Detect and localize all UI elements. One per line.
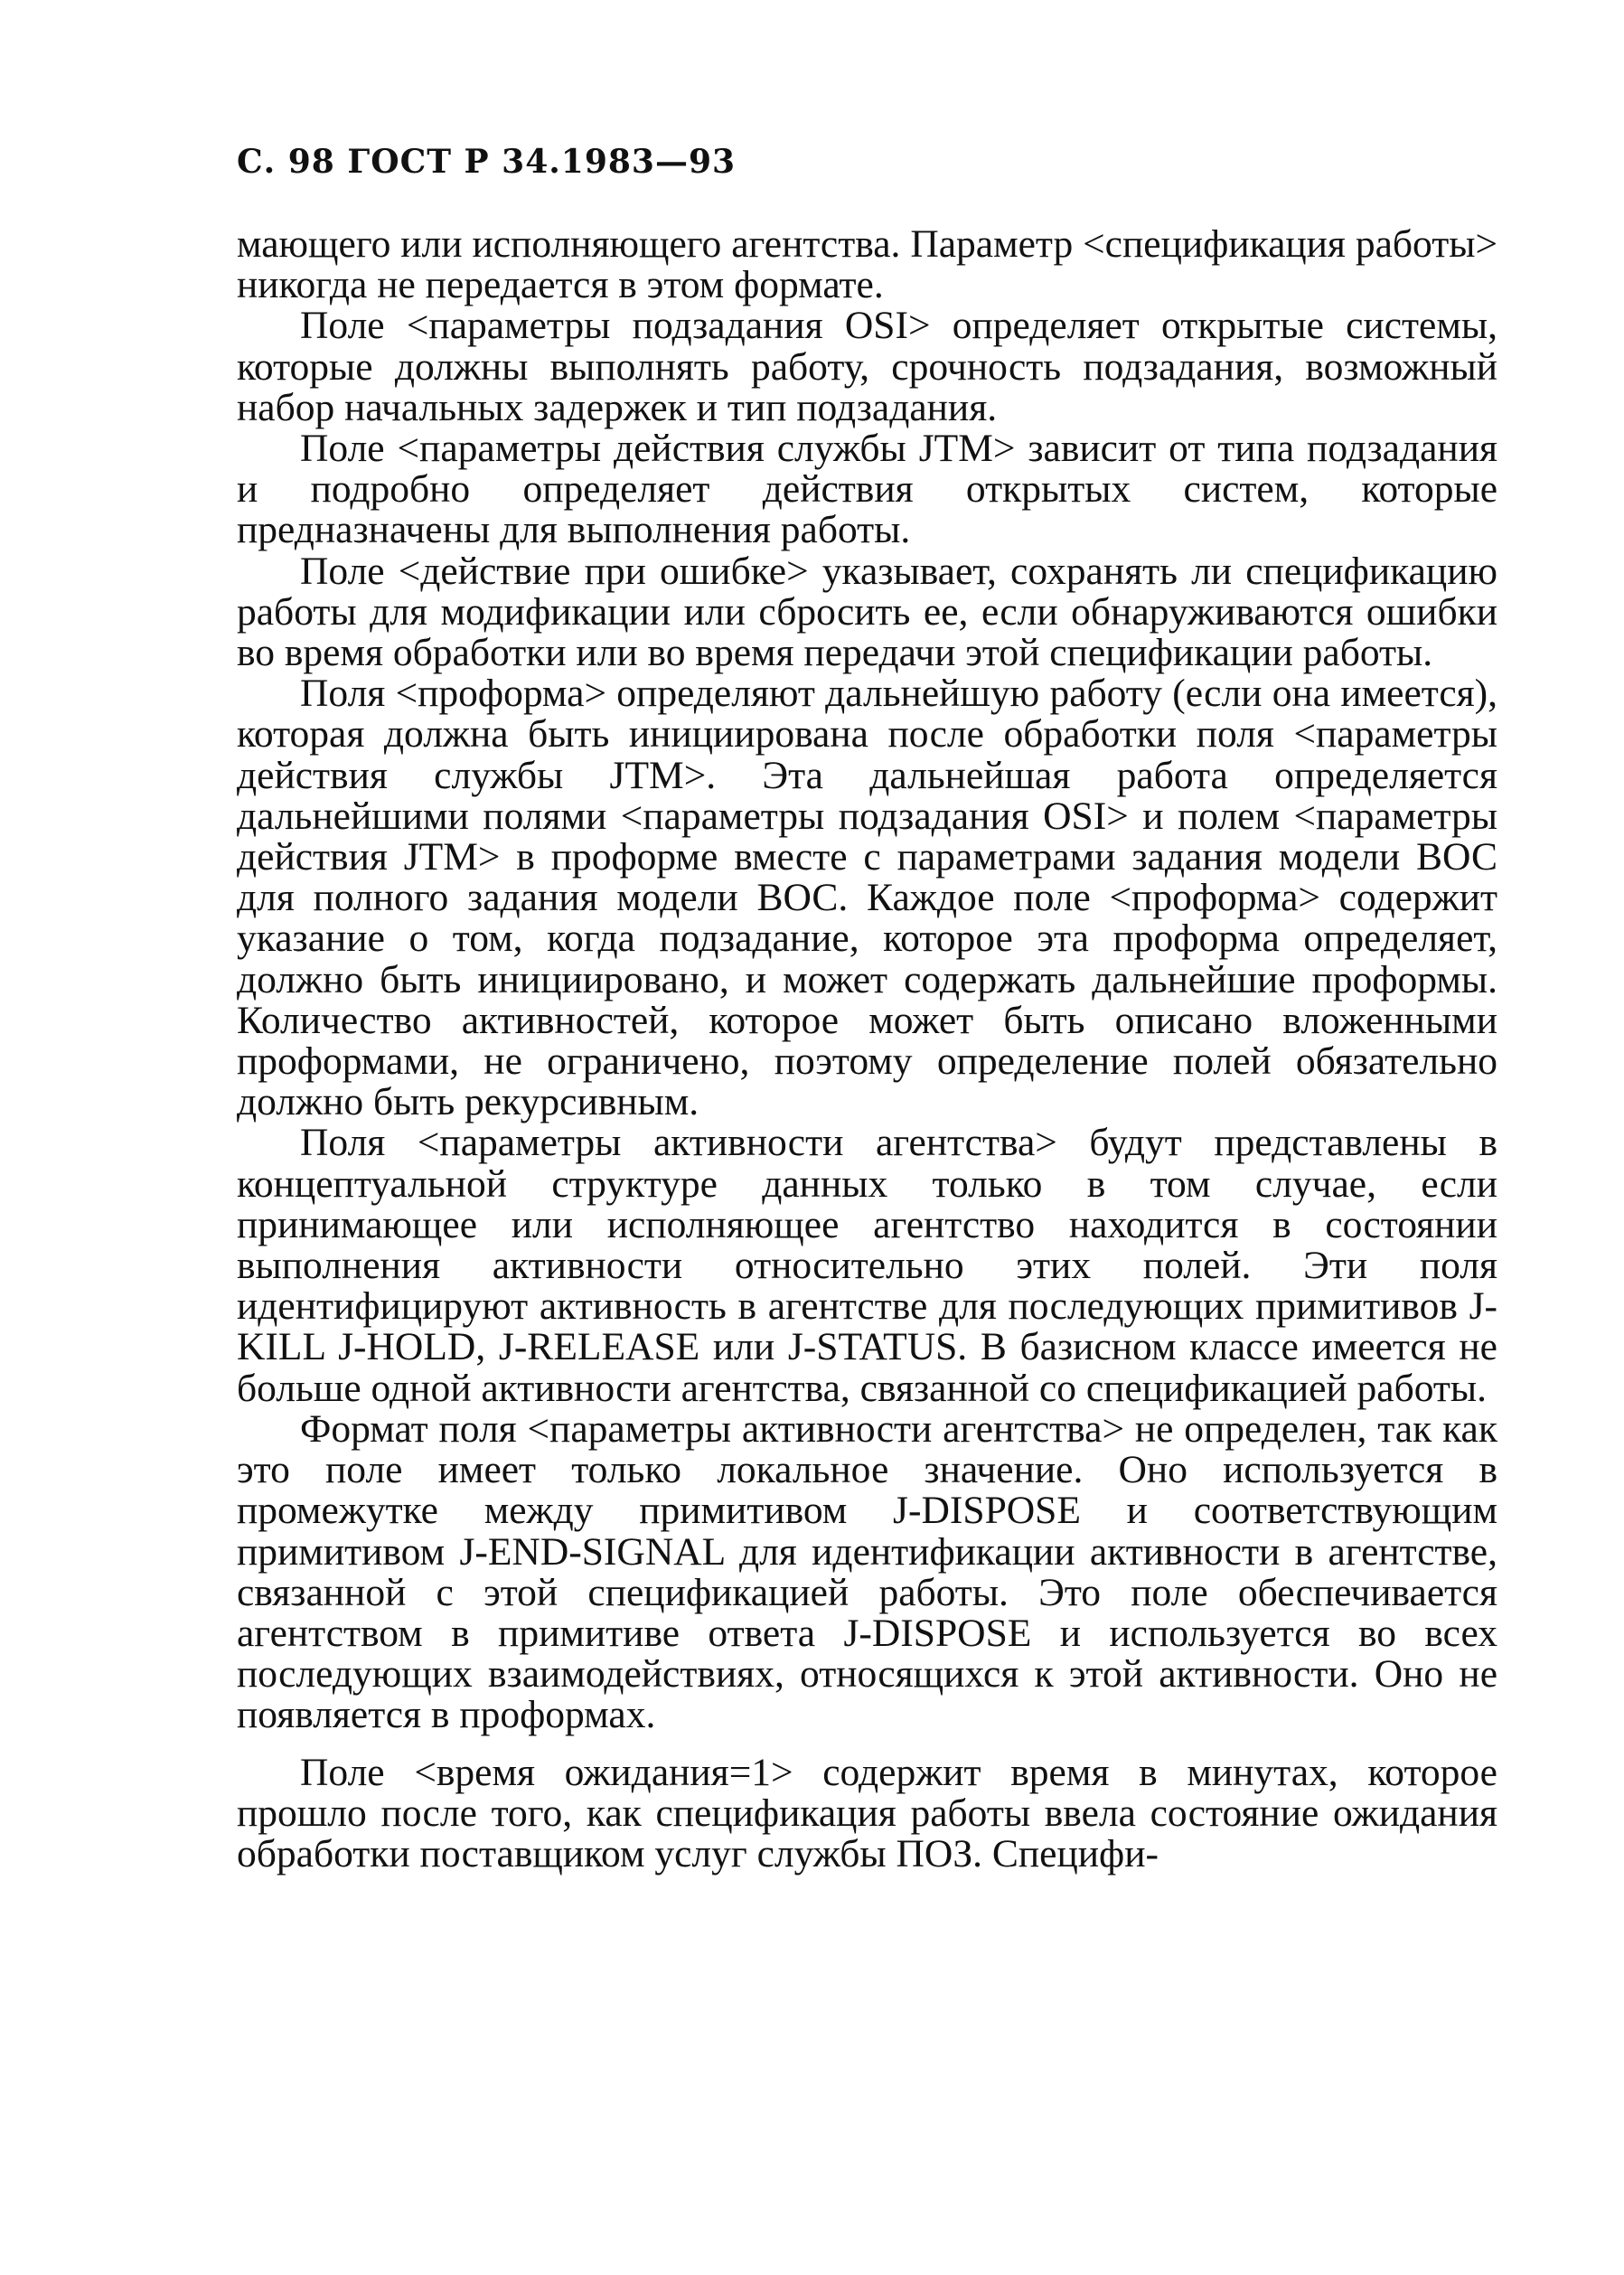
paragraph-agency-activity-format: Формат поля <параметры активности агентства> не определен, так как это поле имеет только локальное значение. Оно используется в промежутке между примитивом J-DISPOSE и соответствующим примитивом J-END-SIGNAL для идентификации активности в агентстве, связанной с этой спецификацией работы. Это поле обеспечивается агентством в примитиве ответа J-DISPOSE и используется во всех последующих взаимодействиях, относящихся к этой активности. Оно не появляется в проформах. <box>237 1406 1497 1737</box>
paragraph-error-action: Поле <действие при ошибке> указывает, сохранять ли спецификацию работы для модификации или сбросить ее, если обнаруживаются ошибки во время обработки или во время передачи этой спецификации работы. <box>237 549 1497 675</box>
paragraph-osi-subtask-params: Поле <параметры подзадания OSI> определяет открытые системы, которые должны выполнять работу, срочность подзадания, возможный набор начальных задержек и тип подзадания. <box>237 304 1497 429</box>
paragraph-continuation: мающего или исполняющего агентства. Параметр <спецификация работы> никогда не передается в этом формате. <box>237 222 1497 307</box>
paragraph-jtm-action-params: Поле <параметры действия службы JTM> зависит от типа подзадания и подробно определяет действия открытых систем, которые предназначены для выполнения работы. <box>237 427 1497 552</box>
paragraph-agency-activity-params: Поля <параметры активности агентства> будут представлены в концептуальной структуре данных только в том случае, если принимающее или исполняющее агентство находится в состоянии выполнения активности относительно этих полей. Эти поля идентифицируют активность в агентстве для последующих примитивов J-KILL J-HOLD, J-RELEASE или J-STATUS. В базисном классе имеется не больше одной активности агентства, связанной со спецификацией работы. <box>237 1121 1497 1410</box>
paragraph-proforma: Поля <проформа> определяют дальнейшую работу (если она имеется), которая должна быть инициирована после обработки поля <параметры действия службы JTM>. Эта дальнейшая работа определяется дальнейшими полями <параметры подзадания OSI> и полем <параметры действия JTM> в проформе вместе с параметрами задания модели ВОС для полного задания модели ВОС. Каждое поле <проформа> содержит указание о том, когда подзадание, которое эта проформа определяет, должно быть инициировано, и может содержать дальнейшие проформы. Количество активностей, которое может быть описано вложенными проформами, не ограничено, поэтому определение полей обязательно должно быть рекурсивным. <box>237 672 1497 1124</box>
body-text <box>237 224 1497 1875</box>
paragraph-wait-time: Поле <время ожидания=1> содержит время в минутах, которое прошло после того, как спецификация работы ввела состояние ожидания обработки поставщиком услуг службы ПОЗ. Специфи- <box>237 1750 1497 1875</box>
page-header: С. 98 ГОСТ Р 34.1983—93 <box>237 143 737 181</box>
